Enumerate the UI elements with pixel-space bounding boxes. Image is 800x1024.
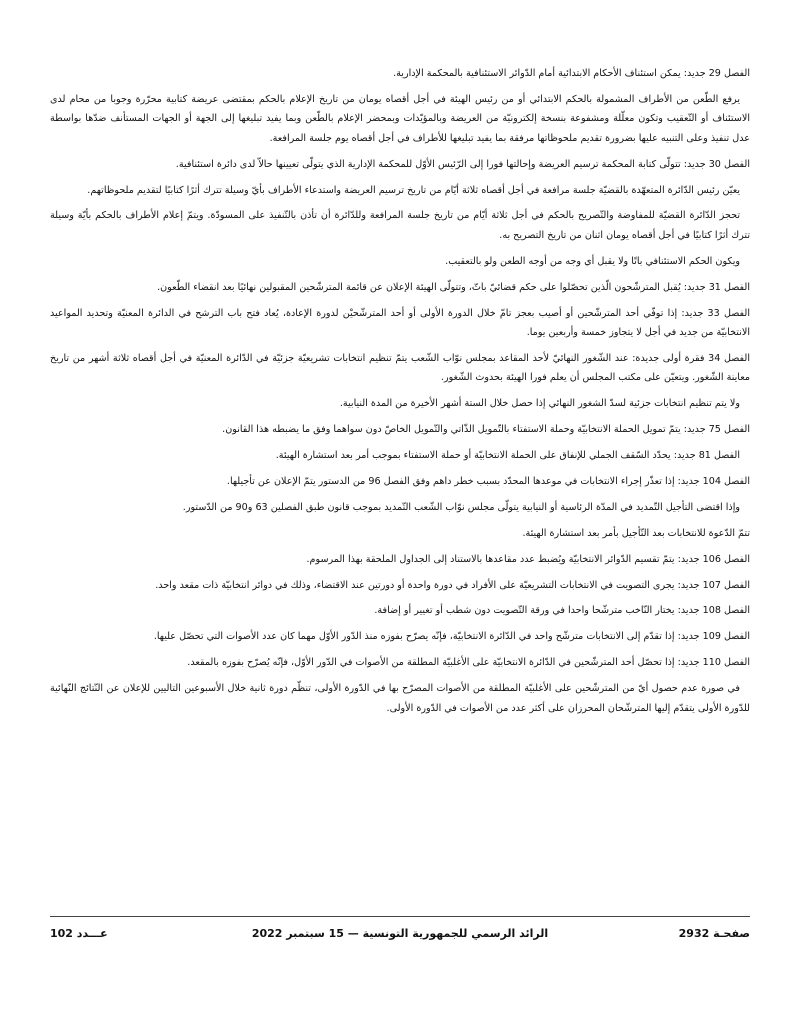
paragraph-article-75: الفصل 75 جديد: يتمّ تمويل الحملة الانتخابيّة وحملة الاستفتاء بالتّمويل الذّاتي والتّمويل الخاصّ دون سواهما وفق ما يضبطه هذا القانون. bbox=[222, 424, 750, 436]
paragraph-article-107: الفصل 107 جديد: يجرى التصويت في الانتخابات التشريعيّة على الأفراد في دورة واحدة أو دورتين عند الاقتضاء، وذلك في دوائر انتخابيّة ذات مقعد واحد. bbox=[155, 579, 750, 591]
footer-page-number: صفحـة 2932 bbox=[678, 927, 750, 940]
paragraph-article-29: الفصل 29 جديد: يمكن استئناف الأحكام الابتدائية أمام الدّوائر الاستئنافية بالمحكمة الإدارية. bbox=[393, 68, 750, 79]
paragraph-article-104: الفصل 104 جديد: إذا تعذّر إجراء الانتخابات في موعدها المحدّد بسبب خطر داهم وفق الفصل 96 من الدستور يتمّ الإعلان عن تأجيلها. bbox=[226, 475, 750, 487]
paragraph-article-30-final: ويكون الحكم الاستئنافي باتًا ولا يقبل أي وجه من أوجه الطعن ولو بالتعقيب. bbox=[445, 255, 740, 267]
paragraph-article-33: الفصل 33 جديد: إذا توفّي أحد المترشّحين أو أصيب بعجز تامّ خلال الدورة الأولى أو أحد المترشّحيْن لدورة الإعادة، يُعاد فتح باب الترشح في الدائرة المعنيّة وتحديد المواعيد الانتخابيّة من جديد في أجل لا يتجاوز خمسة وأربعين يوما. bbox=[50, 307, 750, 338]
paragraph-article-108: الفصل 108 جديد: يختار النّاخب مترشّحا واحدا في ورقة التّصويت دون شطب أو تغيير أو إضافة. bbox=[374, 605, 750, 617]
footer-issue-number: عـــدد 102 bbox=[50, 927, 108, 940]
article-list bbox=[50, 64, 750, 724]
paragraph-article-110-runoff: في صورة عدم حصول أيّ من المترشّحين على الأغلبيّة المطلقة من الأصوات المصرّح بها في الدّورة الأولى، تنظّم دورة ثانية خلال الأسبوعين التاليين للإعلان عن النّتائج النّهائية للدّورة الأولى يتقدّم إليها المترشّحان المحرزان على أكثر عدد من الأصوات في الدّورة الأولى. bbox=[50, 683, 750, 714]
paragraph-article-110: الفصل 110 جديد: إذا تحصّل أحد المترشّحين في الدّائرة الانتخابيّة على الأغلبيّة المطلقة من الأصوات في الدّور الأوّل، فإنّه يُصرّح بفوزه بالمقعد. bbox=[187, 657, 750, 669]
paragraph-article-30-judgment: تحجز الدّائرة القضيّة للمفاوضة والتّصريح بالحكم في أجل ثلاثة أيّام من تاريخ جلسة المرافعة وللدّائرة أن تأذن بالتّنفيذ على المسودّة. ويتمّ إعلام الأطراف بالحكم بأيّة وسيلة تترك أثرًا كتابيًا في أجل أقصاه يومان اثنان من تاريخ التصريح به. bbox=[50, 210, 750, 241]
paragraph-article-104-call: تتمّ الدّعوة للانتخابات بعد التّأجيل بأمر بعد استشارة الهيئة. bbox=[522, 527, 750, 539]
paragraph-article-30: الفصل 30 جديد: تتولّى كتابة المحكمة ترسيم العريضة وإحالتها فورا إلى الرّئيس الأوّل للمحكمة الإدارية الذي يتولّى تعيينها حالاّ لدى دائرة استئنافية. bbox=[175, 158, 750, 170]
footer-gazette-title: الرائد الرسمي للجمهورية التونسية — 15 سبتمبر 2022 bbox=[251, 927, 549, 940]
paragraph-article-109: الفصل 109 جديد: إذا تقدّم إلى الانتخابات مترشّح واحد في الدّائرة الانتخابيّة، فإنّه يصرّح بفوزه منذ الدّور الأوّل مهما كان عدد الأصوات التي تحصّل عليها. bbox=[153, 631, 750, 643]
page-footer bbox=[50, 927, 750, 947]
footer-divider bbox=[50, 916, 750, 917]
paragraph-article-104-extension: وإذا اقتضى التأجيل التّمديد في المدّة الرئاسية أو النيابية يتولّى مجلس نوّاب الشّعب التّمديد بموجب قانون طبق الفصلين 63 و90 من الدّستور. bbox=[182, 501, 740, 513]
paragraph-article-34: الفصل 34 فقرة أولى جديدة: عند الشّغور النهائيّ لأحد المقاعد بمجلس نوّاب الشّعب يتمّ تنظيم انتخابات تشريعيّة جزئيّة في الدّائرة المعنيّة في أجل أقصاه ثلاثة أشهر من تاريخ معاينة الشّغور. ويتعيّن على مكتب المجلس أن يعلم فورا الهيئة بحدوث الشّغور. bbox=[50, 352, 750, 384]
paragraph-article-34-vacancy: ولا يتم تنظيم انتخابات جزئية لسدّ الشغور النهائي إذا حصل خلال الستة أشهر الأخيرة من المدة النيابية. bbox=[339, 398, 740, 410]
paragraph-article-81: الفصل 81 جديد: يحدّد السّقف الجملي للإنفاق على الحملة الانتخابيّة أو حملة الاستفتاء بموجب أمر بعد استشارة الهيئة. bbox=[275, 450, 740, 461]
paragraph-article-106: الفصل 106 جديد: يتمّ تقسيم الدّوائر الانتخابيّة ويُضبط عدد مقاعدها بالاستناد إلى الجداول الملحقة بهذا المرسوم. bbox=[306, 553, 750, 565]
paragraph-article-30-hearing: يعيّن رئيس الدّائرة المتعهّدة بالقضيّة جلسة مرافعة في أجل أقصاه ثلاثة أيّام من تاريخ ترسيم العريضة واستدعاء الأطراف بأيّ وسيلة تترك أثرًا كتابيًا لتقديم ملحوظاتهم. bbox=[87, 184, 740, 196]
paragraph-article-31: الفصل 31 جديد: يُقبل المترشّحون الّذين تحصّلوا على حكم قضائيّ باتّ، وتتولّى الهيئة الإعلان عن قائمة المترشّحين المقبولين نهائيًا بعد انقضاء الطّعون. bbox=[157, 281, 750, 293]
paragraph-article-29-appeal: يرفع الطّعن من الأطراف المشمولة بالحكم الابتدائي أو من رئيس الهيئة في أجل أقصاه يومان من تاريخ الإعلام بالحكم بمقتضى عريضة كتابية محرّرة وجوبا من محام لدى الاستئناف أو التّعقيب وتكون معلّلة ومشفوعة بنسخة إلكترونيّة من العريضة وبالمؤيّدات وبمحضر الإعلام بالطّعن وبما يفيد تبليغها إلى الجهة أو الجهات المستأنف ضدّها بواسطة عدل تنفيذ وعلى التنبيه عليها بضرورة تقديم ملحوظاتها مرفقة بما يفيد تبليغها للأطراف في أجل أقصاه يوم جلسة المرافعة. bbox=[50, 93, 750, 144]
